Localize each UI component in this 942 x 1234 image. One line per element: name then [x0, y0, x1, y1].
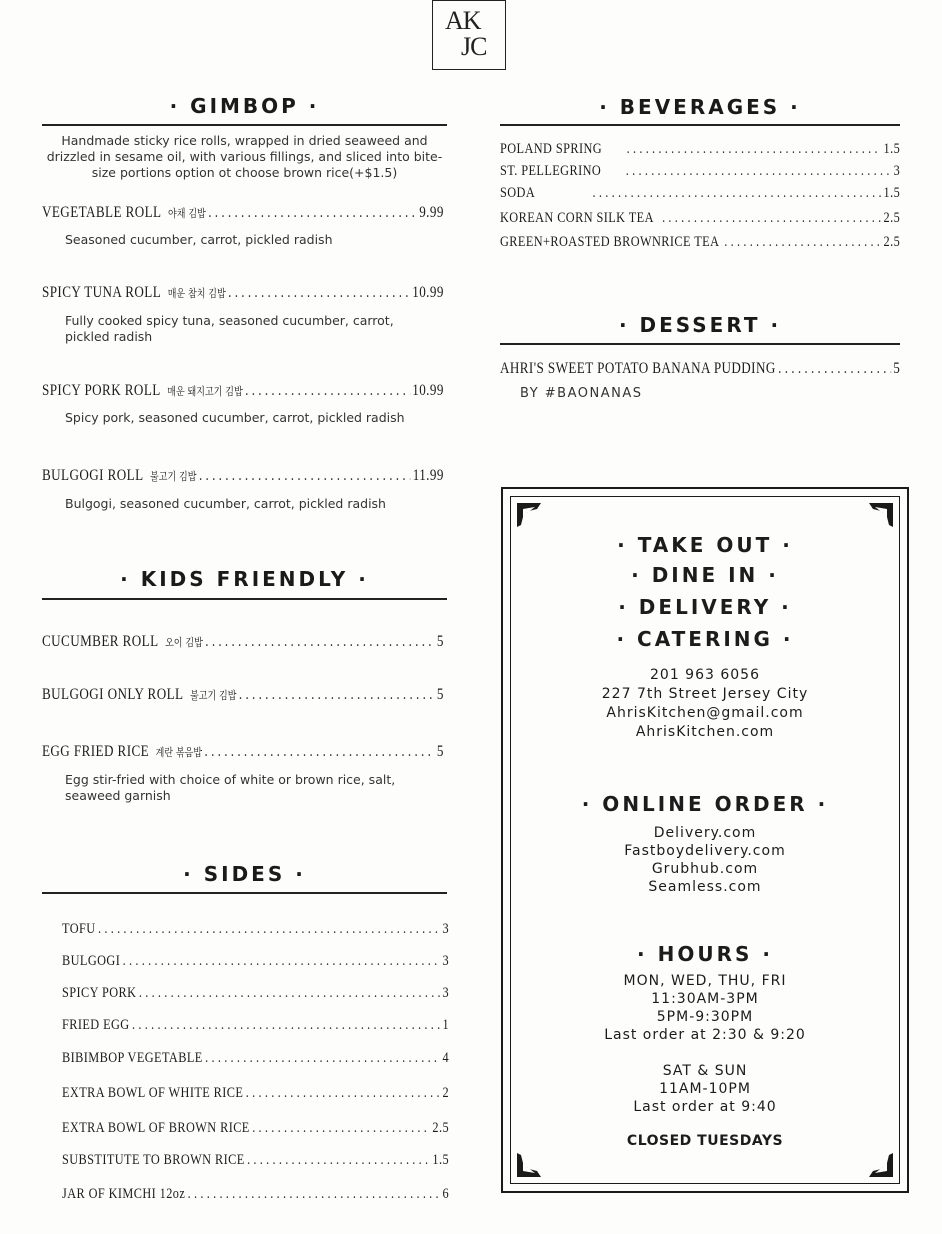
item-name: BULGOGI: [62, 953, 121, 969]
kids-rule: [42, 598, 447, 600]
menu-item-vegetable-roll[interactable]: [42, 204, 444, 222]
item-price: 1: [442, 1017, 450, 1033]
item-korean-name: 매운 돼지고기 김밥: [167, 385, 243, 398]
dot-leader: [139, 985, 440, 1002]
menu-item-bulgogi-roll[interactable]: [42, 467, 444, 485]
dessert-byline: BY #BAONANAS: [520, 386, 643, 401]
corner-ornament-top-left: [515, 501, 543, 529]
item-name: SPICY PORK ROLL: [42, 382, 161, 399]
beverage-item-poland-spring[interactable]: [500, 141, 900, 158]
dot-leader: [245, 382, 410, 400]
side-item-tofu[interactable]: [62, 921, 449, 938]
corner-ornament-bottom-left: [515, 1151, 543, 1179]
dot-leader: [247, 1152, 430, 1169]
corner-ornament-top-right: [867, 501, 895, 529]
item-price: 5: [893, 360, 901, 377]
item-price: 9.99: [419, 204, 444, 221]
item-price: 3: [442, 985, 450, 1001]
beverage-item-st-pellegrino[interactable]: [500, 163, 900, 180]
item-name: POLAND SPRING: [500, 141, 603, 157]
dot-leader: [132, 1017, 440, 1034]
dot-leader: [123, 953, 440, 970]
menu-item-spicy-tuna-roll[interactable]: [42, 284, 444, 302]
weekend-days: SAT & SUN: [662, 1063, 748, 1079]
online-delivery-com[interactable]: Delivery.com: [653, 825, 757, 841]
item-name: KOREAN CORN SILK TEA: [500, 210, 654, 226]
item-name: EXTRA BOWL OF BROWN RICE: [62, 1120, 250, 1136]
item-korean-name: 불고기 김밥: [150, 470, 197, 483]
dot-leader: [626, 163, 891, 180]
item-price: 5: [436, 686, 444, 703]
side-item-bulgogi[interactable]: [62, 953, 449, 970]
beverages-title: · BEVERAGES ·: [599, 95, 801, 119]
item-korean-name: 계란 볶음밥: [155, 746, 203, 759]
gimbop-title: · GIMBOP ·: [169, 94, 320, 118]
dot-leader: [778, 360, 891, 378]
dot-leader: [205, 633, 434, 651]
menu-item-egg-fried-rice[interactable]: [42, 743, 444, 761]
service-delivery: · DELIVERY ·: [618, 595, 792, 619]
item-price: 2.5: [883, 210, 901, 226]
dot-leader: [228, 284, 410, 302]
item-price: 11.99: [412, 467, 444, 484]
dot-leader: [188, 1186, 440, 1203]
dessert-title: · DESSERT ·: [618, 313, 782, 337]
weekend-hours: 11AM-10PM: [659, 1081, 751, 1097]
side-item-fried-egg[interactable]: [62, 1017, 449, 1034]
item-name: SPICY PORK: [62, 985, 137, 1001]
item-description: Egg stir-fried with choice of white or brown rice, salt, seaweed garnish: [65, 772, 396, 803]
online-seamless[interactable]: Seamless.com: [648, 879, 762, 895]
item-korean-name: 오이 김밥: [165, 636, 203, 649]
service-catering: · CATERING ·: [616, 627, 794, 651]
item-name: SPICY TUNA ROLL: [42, 284, 162, 301]
item-price: 3: [442, 953, 450, 969]
logo-line-1: AK: [445, 6, 481, 35]
dessert-item-pudding[interactable]: [500, 360, 900, 378]
online-grubhub[interactable]: Grubhub.com: [651, 861, 759, 877]
online-order-title: · ONLINE ORDER ·: [581, 792, 829, 816]
dot-leader: [205, 1050, 440, 1067]
item-korean-name: 불고기 김밥: [190, 689, 237, 702]
gimbop-rule: [42, 124, 447, 126]
item-price: 2.5: [883, 234, 901, 250]
dot-leader: [208, 204, 417, 222]
item-price: 10.99: [412, 284, 444, 301]
item-name: SODA: [500, 185, 536, 201]
item-price: 5: [436, 633, 444, 650]
item-korean-name: 매운 참치 김밥: [167, 287, 226, 300]
beverage-item-corn-silk-tea[interactable]: [500, 210, 900, 227]
item-name: SUBSTITUTE TO BROWN RICE: [62, 1152, 245, 1168]
weekend-last-order: Last order at 9:40: [633, 1099, 777, 1115]
website[interactable]: AhrisKitchen.com: [635, 724, 775, 740]
item-name: AHRI'S SWEET POTATO BANANA PUDDING: [500, 360, 776, 377]
item-description: Bulgogi, seasoned cucumber, carrot, pickled radish: [65, 496, 386, 511]
logo-line-2: JC: [461, 32, 487, 61]
item-name: BIBIMBOP VEGETABLE: [62, 1050, 203, 1066]
online-fastboydelivery[interactable]: Fastboydelivery.com: [624, 843, 786, 859]
item-description: Fully cooked spicy tuna, seasoned cucumber, carrot, pickled radish: [65, 313, 394, 344]
item-name: FRIED EGG: [62, 1017, 130, 1033]
service-take-out: · TAKE OUT ·: [617, 533, 793, 557]
item-name: ST. PELLEGRINO: [500, 163, 602, 179]
dot-leader: [724, 234, 881, 251]
item-price: 10.99: [412, 382, 444, 399]
item-name: VEGETABLE ROLL: [42, 204, 162, 221]
dot-leader: [593, 185, 882, 202]
dot-leader: [205, 743, 435, 761]
email[interactable]: AhrisKitchen@gmail.com: [606, 705, 804, 721]
item-korean-name: 야채 김밥: [168, 207, 206, 220]
item-name: CUCUMBER ROLL: [42, 633, 159, 650]
item-price: 3: [442, 921, 450, 937]
sides-title: · SIDES ·: [183, 862, 306, 886]
item-price: 1.5: [883, 185, 901, 201]
dot-leader: [662, 210, 881, 227]
item-price: 2.5: [432, 1120, 450, 1136]
item-price: 5: [436, 743, 444, 760]
side-item-substitute-brown-rice[interactable]: [62, 1152, 449, 1169]
address: 227 7th Street Jersey City: [601, 686, 809, 702]
item-price: 2: [442, 1085, 450, 1101]
kids-title: · KIDS FRIENDLY ·: [120, 567, 369, 591]
weekday-last-order: Last order at 2:30 & 9:20: [604, 1027, 806, 1043]
menu-item-spicy-pork-roll[interactable]: [42, 382, 444, 400]
logo: [432, 0, 506, 70]
dot-leader: [239, 686, 434, 704]
phone-number: 201 963 6056: [650, 667, 760, 683]
item-description: Spicy pork, seasoned cucumber, carrot, pickled radish: [65, 410, 405, 425]
item-price: 4: [442, 1050, 450, 1066]
menu-item-cucumber-roll[interactable]: [42, 633, 444, 651]
menu-item-bulgogi-only-roll[interactable]: [42, 686, 444, 704]
sides-rule: [42, 892, 447, 894]
side-item-extra-white-rice[interactable]: [62, 1085, 449, 1102]
weekday-hours-lunch: 11:30AM-3PM: [651, 991, 759, 1007]
item-price: 1.5: [432, 1152, 450, 1168]
side-item-bibimbop-vegetable[interactable]: [62, 1050, 449, 1067]
beverages-rule: [500, 124, 900, 126]
item-name: BULGOGI ONLY ROLL: [42, 686, 184, 703]
item-name: BULGOGI ROLL: [42, 467, 144, 484]
dot-leader: [98, 921, 440, 938]
gimbop-description: Handmade sticky rice rolls, wrapped in dried seaweed and drizzled in sesame oil, with various fillings, and sliced into bite-size portions option ot choose brown rice(+$1.5): [46, 133, 443, 180]
side-item-jar-of-kimchi[interactable]: [62, 1186, 449, 1203]
item-description: Seasoned cucumber, carrot, pickled radish: [65, 232, 333, 247]
hours-title: · HOURS ·: [637, 942, 773, 966]
dessert-rule: [500, 343, 900, 345]
item-name: JAR OF KIMCHI 12oz: [62, 1186, 186, 1202]
item-name: TOFU: [62, 921, 96, 937]
item-price: 1.5: [883, 141, 901, 157]
beverage-item-soda[interactable]: [500, 185, 900, 202]
closed-notice: CLOSED TUESDAYS: [626, 1133, 784, 1149]
item-name: EGG FRIED RICE: [42, 743, 150, 760]
item-name: GREEN+ROASTED BROWNRICE TEA: [500, 234, 720, 250]
item-price: 3: [893, 163, 901, 179]
weekdays: MON, WED, THU, FRI: [623, 973, 787, 989]
side-item-spicy-pork[interactable]: [62, 985, 449, 1002]
dot-leader: [627, 141, 881, 158]
item-name: EXTRA BOWL OF WHITE RICE: [62, 1085, 244, 1101]
corner-ornament-bottom-right: [867, 1151, 895, 1179]
weekday-hours-dinner: 5PM-9:30PM: [656, 1009, 754, 1025]
beverage-item-brownrice-tea[interactable]: [500, 234, 900, 251]
dot-leader: [252, 1120, 430, 1137]
dot-leader: [246, 1085, 440, 1102]
item-price: 6: [442, 1186, 450, 1202]
side-item-extra-brown-rice[interactable]: [62, 1120, 449, 1137]
service-dine-in: · DINE IN ·: [631, 563, 779, 587]
dot-leader: [199, 467, 410, 485]
